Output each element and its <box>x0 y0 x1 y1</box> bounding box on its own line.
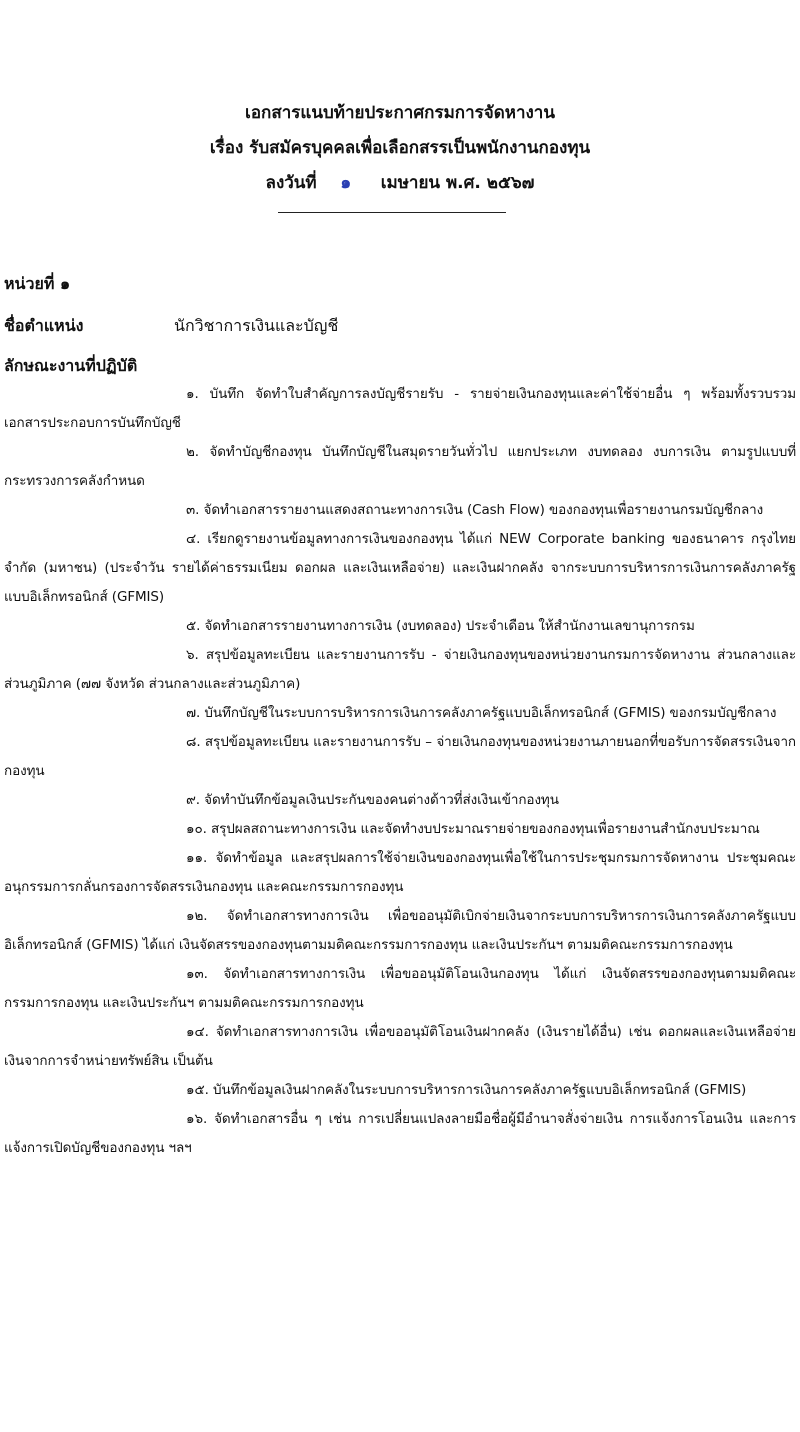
header-date-suffix: เมษายน พ.ศ. ๒๕๖๗ <box>380 173 535 193</box>
duty-item: ๑๑. จัดทำข้อมูล และสรุปผลการใช้จ่ายเงินของกองทุนเพื่อใช้ในการประชุมกรมการจัดหางาน ประชุมคณะอนุกรรมการกลั่นกรองการจัดสรรเงินกองทุน และคณะกรรมการกองทุน <box>4 850 796 895</box>
duties-heading: ลักษณะงานที่ปฏิบัติ <box>4 356 138 375</box>
header-title: เอกสารแนบท้ายประกาศกรมการจัดหางาน <box>245 103 555 123</box>
position-row <box>4 314 794 339</box>
duty-item: ๑๔. จัดทำเอกสารทางการเงิน เพื่อขออนุมัติโอนเงินฝากคลัง (เงินรายได้อื่น) เช่น ดอกผลและเงินเหลือจ่าย เงินจากการจำหน่ายทรัพย์สิน เป็นต้น <box>4 1024 796 1069</box>
duty-item: ๑๒. จัดทำเอกสารทางการเงิน เพื่อขออนุมัติเบิกจ่ายเงินจากระบบการบริหารการเงินการคลังภาครัฐแบบอิเล็กทรอนิกส์ (GFMIS) ได้แก่ เงินจัดสรรของกองทุนตามมติคณะกรรมการกองทุน และเงินประกันฯ ตามมติคณะกรรมการกองทุน <box>4 908 796 953</box>
duties-list <box>4 380 796 1163</box>
header-date-prefix: ลงวันที่ <box>265 173 317 193</box>
header-date <box>0 166 800 201</box>
header-subject: เรื่อง รับสมัครบุคคลเพื่อเลือกสรรเป็นพนักงานกองทุน <box>209 138 591 158</box>
unit-heading: หน่วยที่ ๑ <box>4 274 71 293</box>
duty-item: ๖. สรุปข้อมูลทะเบียน และรายงานการรับ - จ่ายเงินกองทุนของหน่วยงานกรมการจัดหางาน ส่วนกลางและส่วนภูมิภาค (๗๗ จังหวัด ส่วนกลางและส่วนภูมิภาค) <box>4 647 796 692</box>
duty-item: ๑. บันทึก จัดทำใบสำคัญการลงบัญชีรายรับ - รายจ่ายเงินกองทุนและค่าใช้จ่ายอื่น ๆ พร้อมทั้งรวบรวมเอกสารประกอบการบันทึกบัญชี <box>4 386 796 431</box>
duty-item: ๙. จัดทำบันทึกข้อมูลเงินประกันของคนต่างด้าวที่ส่งเงินเข้ากองทุน <box>186 792 559 808</box>
duty-item: ๓. จัดทำเอกสารรายงานแสดงสถานะทางการเงิน (Cash Flow) ของกองทุนเพื่อรายงานกรมบัญชีกลาง <box>186 502 764 518</box>
position-label: ชื่อตำแหน่ง <box>4 316 84 335</box>
duty-item: ๗. บันทึกบัญชีในระบบการบริหารการเงินการคลังภาครัฐแบบอิเล็กทรอนิกส์ (GFMIS) ของกรมบัญชีกลาง <box>186 705 777 721</box>
duty-item: ๘. สรุปข้อมูลทะเบียน และรายงานการรับ – จ่ายเงินกองทุนของหน่วยงานภายนอกที่ขอรับการจัดสรรเงินจากกองทุน <box>4 734 796 779</box>
duty-item: ๑๕. บันทึกข้อมูลเงินฝากคลังในระบบการบริหารการเงินการคลังภาครัฐแบบอิเล็กทรอนิกส์ (GFMIS) <box>186 1082 747 1098</box>
duty-item: ๒. จัดทำบัญชีกองทุน บันทึกบัญชีในสมุดรายวันทั่วไป แยกประเภท งบทดลอง งบการเงิน ตามรูปแบบที่กระทรวงการคลังกำหนด <box>4 444 796 489</box>
duty-item: ๑๓. จัดทำเอกสารทางการเงิน เพื่อขออนุมัติโอนเงินกองทุน ได้แก่ เงินจัดสรรของกองทุนตามมติคณะกรรมการกองทุน และเงินประกันฯ ตามมติคณะกรรมการกองทุน <box>4 966 796 1011</box>
duty-item: ๑๐. สรุปผลสถานะทางการเงิน และจัดทำงบประมาณรายจ่ายของกองทุนเพื่อรายงานสำนักงบประมาณ <box>186 821 760 837</box>
header-date-day: ๑ <box>340 173 352 193</box>
duty-item: ๕. จัดทำเอกสารรายงานทางการเงิน (งบทดลอง) ประจำเดือน ให้สำนักงานเลขานุการกรม <box>186 618 695 634</box>
document-header <box>0 96 800 201</box>
duty-item: ๔. เรียกดูรายงานข้อมูลทางการเงินของกองทุน ได้แก่ NEW Corporate banking ของธนาคาร กรุงไทย จำกัด (มหาชน) (ประจำวัน รายได้ค่าธรรมเนียม ดอกผล และเงินเหลือจ่าย) และเงินฝากคลัง จากระบบการบริหารการเงินการคลังภาครัฐแบบอิเล็กทรอนิกส์ (GFMIS) <box>4 531 796 605</box>
duty-item: ๑๖. จัดทำเอกสารอื่น ๆ เช่น การเปลี่ยนแปลงลายมือชื่อผู้มีอำนาจสั่งจ่ายเงิน การแจ้งการโอนเงิน และการแจ้งการเปิดบัญชีของกองทุน ฯลฯ <box>4 1111 796 1156</box>
position-value: นักวิชาการเงินและบัญชี <box>174 316 339 335</box>
header-divider <box>278 212 506 213</box>
